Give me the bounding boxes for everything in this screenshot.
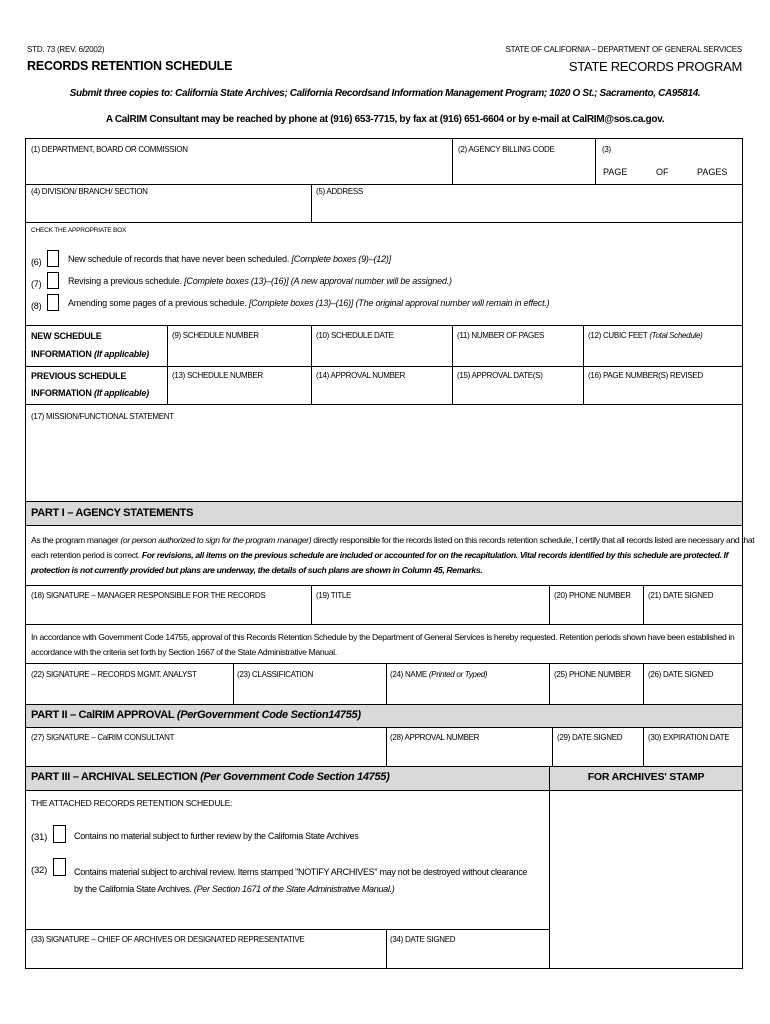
classification-field[interactable] — [237, 682, 383, 702]
phone-number-field[interactable] — [554, 602, 640, 622]
form-title: RECORDS RETENTION SCHEDULE — [27, 59, 233, 73]
analyst-phone-field[interactable] — [554, 682, 640, 702]
title-field[interactable] — [316, 602, 546, 622]
schedule-date-label: (10) SCHEDULE DATE — [316, 331, 394, 340]
part2-heading: PART II – CalRIM APPROVAL (PerGovernment Code Section14755) — [31, 709, 361, 721]
name-label: (24) NAME (Printed or Typed) — [390, 670, 488, 679]
schedule-number-label: (9) SCHEDULE NUMBER — [172, 331, 259, 340]
schedule-date-field[interactable] — [316, 343, 449, 363]
division-label: (4) DIVISION/ BRANCH/ SECTION — [31, 187, 148, 196]
dept-field[interactable] — [31, 156, 449, 180]
cubic-feet-label: (12) CUBIC FEET (Total Schedule) — [588, 331, 703, 340]
schedule-number-field[interactable] — [172, 343, 308, 363]
address-label: (5) ADDRESS — [316, 187, 363, 196]
approval-number-label: (14) APPROVAL NUMBER — [316, 371, 406, 380]
new-schedule-info-label: INFORMATION (If applicable) — [31, 349, 149, 359]
pages-revised-label: (16) PAGE NUMBER(S) REVISED — [588, 371, 703, 380]
prev-schedule-number-field[interactable] — [172, 383, 308, 402]
gov-code-statement: In accordance with Government Code 14755, approval of this Records Retention Schedule by the Department of General Services is hereby requested. Retention periods shown have been established in accordance with the criteria set forth by Section 1667 of the State Administrative Manual. — [31, 632, 735, 657]
agency-statement: As the program manager (or person authorized to sign for the program manager) directly responsible for the records listed on this records retention schedule, I certify that all records listed are necessary and that each retention period is correct. For revisions, all items on the previous schedule are included or accounted for on the recapitulation. Vital records identified by this schedule are protected. If protection is not currently provided but plans are underway, the details of such plans are shown in Column 45, Remarks. — [31, 535, 755, 575]
expiration-date-label: (30) EXPIRATION DATE — [648, 733, 730, 742]
archives-signature-label: (33) SIGNATURE – CHIEF OF ARCHIVES OR DESIGNATED REPRESENTATIVE — [31, 935, 305, 944]
cubic-feet-field[interactable] — [588, 343, 738, 363]
date-signed-field[interactable] — [648, 602, 738, 622]
agency-name: STATE OF CALIFORNIA – DEPARTMENT OF GENERAL SERVICES — [505, 45, 742, 54]
option-7-checkbox[interactable] — [47, 272, 59, 289]
classification-label: (23) CLASSIFICATION — [237, 670, 313, 679]
option-32-text: Contains material subject to archival review. Items stamped "NOTIFY ARCHIVES" may not be destroyed without clearance by the California State Archives. (Per Section 1671 of the State Administrative Manual.) — [74, 867, 528, 894]
option-31-text: Contains no material subject to further review by the California State Archives — [74, 831, 359, 841]
billing-code-field[interactable] — [458, 156, 592, 180]
archives-stamp-heading: FOR ARCHIVES' STAMP — [587, 771, 705, 783]
consultant-signature-field[interactable] — [31, 745, 382, 764]
dept-field-label: (1) DEPARTMENT, BOARD OR COMMISSION — [31, 145, 188, 154]
new-schedule-label: NEW SCHEDULE — [31, 331, 102, 341]
analyst-signature-field[interactable] — [31, 682, 229, 702]
manager-signature-label: (18) SIGNATURE – MANAGER RESPONSIBLE FOR THE RECORDS — [31, 591, 266, 600]
consultant-signature-label: (27) SIGNATURE – CalRIM CONSULTANT — [31, 733, 175, 742]
mission-label: (17) MISSION/FUNCTIONAL STATEMENT — [31, 412, 174, 421]
phone-number-label: (20) PHONE NUMBER — [554, 591, 631, 600]
option-6-text: New schedule of records that have never been scheduled. [Complete boxes (9)–(12)] — [68, 254, 392, 264]
option-7-number: (7) — [31, 279, 42, 289]
option-6-number: (6) — [31, 257, 42, 267]
previous-schedule-label: PREVIOUS SCHEDULE — [31, 371, 127, 381]
form-number: STD. 73 (REV. 6/2002) — [27, 45, 105, 54]
division-field[interactable] — [31, 198, 307, 220]
contact-instructions: A CalRIM Consultant may be reached by phone at (916) 653-7715, by fax at (916) 651-6604 or by e-mail at CalRIM@sos.ca.gov. — [105, 114, 665, 125]
pages-label: PAGES — [697, 167, 728, 177]
previous-schedule-info-label: INFORMATION (If applicable) — [31, 388, 149, 398]
number-of-pages-field[interactable] — [457, 343, 580, 363]
option-32-number: (32) — [31, 865, 48, 876]
archives-stamp-area[interactable] — [553, 794, 739, 965]
calrim-approval-number-field[interactable] — [390, 745, 549, 764]
calrim-approval-number-label: (28) APPROVAL NUMBER — [390, 733, 480, 742]
analyst-phone-label: (25) PHONE NUMBER — [554, 670, 631, 679]
billing-code-label: (2) AGENCY BILLING CODE — [458, 145, 555, 154]
prev-schedule-number-label: (13) SCHEDULE NUMBER — [172, 371, 263, 380]
number-of-pages-label: (11) NUMBER OF PAGES — [457, 331, 545, 340]
address-field[interactable] — [316, 198, 738, 220]
approval-dates-label: (15) APPROVAL DATE(S) — [457, 371, 543, 380]
submit-instructions: Submit three copies to: California State Archives; California Recordsand Information Management Program; 1020 O St.; Sacramento, CA95814. — [69, 88, 701, 99]
archives-date-signed-field[interactable] — [390, 946, 546, 966]
check-heading: CHECK THE APPROPRIATE BOX — [31, 227, 127, 234]
calrim-date-signed-label: (29) DATE SIGNED — [557, 733, 623, 742]
analyst-signature-label: (22) SIGNATURE – RECORDS MGMT. ANALYST — [31, 670, 197, 679]
approval-dates-field[interactable] — [457, 383, 580, 402]
part1-heading: PART I – AGENCY STATEMENTS — [31, 507, 194, 519]
option-8-checkbox[interactable] — [47, 294, 59, 311]
option-8-number: (8) — [31, 301, 42, 311]
manager-signature-field[interactable] — [31, 602, 307, 622]
approval-number-field[interactable] — [316, 383, 449, 402]
date-signed-label: (21) DATE SIGNED — [648, 591, 714, 600]
expiration-date-field[interactable] — [648, 745, 738, 764]
of-label: OF — [656, 167, 669, 177]
part3-heading: PART III – ARCHIVAL SELECTION (Per Government Code Section 14755) — [31, 771, 390, 783]
name-field[interactable] — [390, 682, 546, 702]
option-7-text: Revising a previous schedule. [Complete boxes (13)–(16)] (A new approval number will be assigned.) — [68, 276, 452, 286]
option-8-text: Amending some pages of a previous schedule. [Complete boxes (13)–(16)] (The original approval number will remain in effect.) — [68, 298, 550, 308]
calrim-date-signed-field[interactable] — [557, 745, 640, 764]
option-6-checkbox[interactable] — [47, 250, 59, 267]
program-name: STATE RECORDS PROGRAM — [568, 59, 742, 74]
option-31-number: (31) — [31, 832, 48, 843]
attached-schedule-label: THE ATTACHED RECORDS RETENTION SCHEDULE: — [31, 798, 233, 808]
analyst-date-signed-field[interactable] — [648, 682, 738, 702]
archives-date-signed-label: (34) DATE SIGNED — [390, 935, 456, 944]
option-31-checkbox[interactable] — [53, 825, 66, 843]
archives-signature-field[interactable] — [31, 946, 382, 966]
option-32-checkbox[interactable] — [53, 858, 66, 876]
page-field-number: (3) — [602, 145, 611, 154]
mission-field[interactable] — [31, 424, 737, 498]
title-label: (19) TITLE — [316, 591, 352, 600]
pages-revised-field[interactable] — [588, 383, 738, 402]
analyst-date-signed-label: (26) DATE SIGNED — [648, 670, 714, 679]
page-label: PAGE — [603, 167, 628, 177]
